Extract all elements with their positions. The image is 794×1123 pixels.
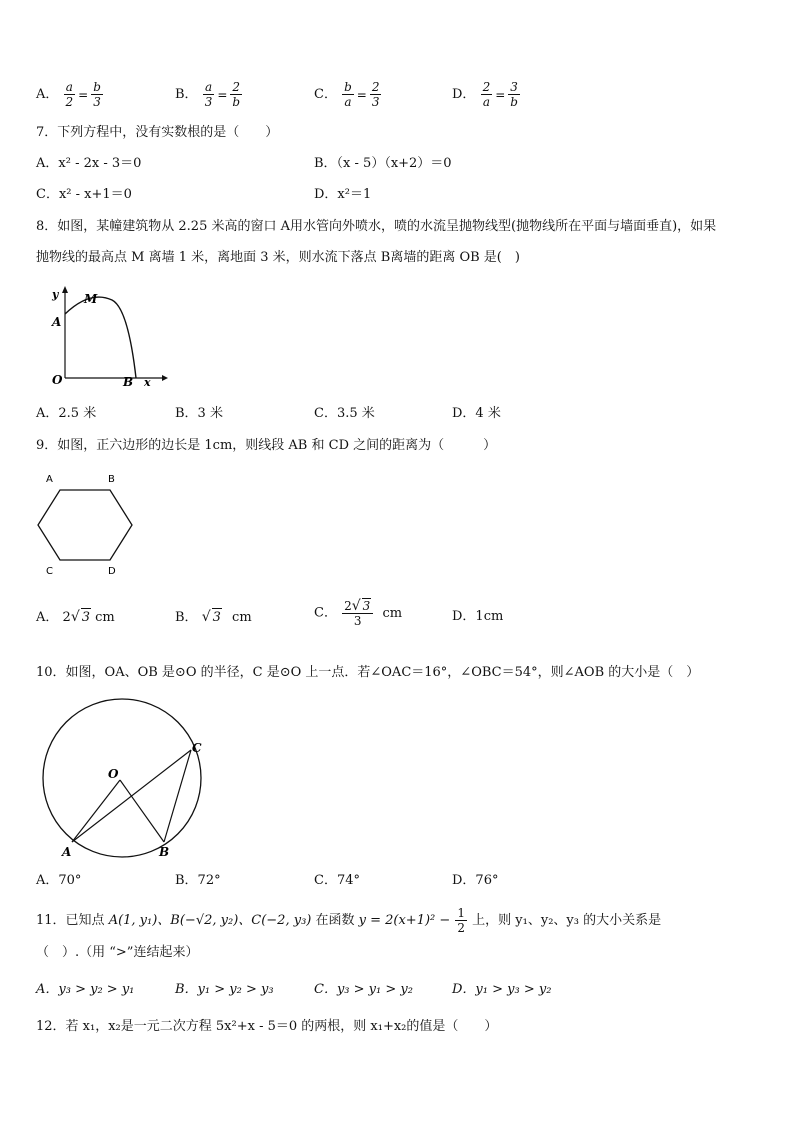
numerator: 2 (482, 80, 491, 94)
label-A: A (62, 845, 72, 859)
numerator: b (93, 80, 101, 94)
q7-option-c: C．x² - x+1＝0 (36, 187, 132, 202)
radical-icon: √ (201, 609, 211, 625)
label-x: x (144, 376, 151, 389)
equals-sign: = (217, 87, 228, 102)
q9-option-b (175, 608, 252, 627)
label-O: O (52, 373, 63, 387)
numerator (342, 598, 373, 614)
denominator: 3 (371, 95, 380, 109)
numerator: b (344, 80, 352, 94)
label-C: C (192, 741, 202, 755)
q9-hexagon-figure (34, 470, 134, 582)
fraction (370, 80, 382, 109)
segment-OB (120, 780, 164, 842)
q7-option-d: D．x²＝1 (314, 187, 372, 202)
unit: cm (382, 605, 403, 621)
fraction (342, 80, 354, 109)
q11-stem-line2: （ ）.（用 “>”连结起来） (36, 945, 199, 960)
q6-option-c (314, 80, 382, 109)
option-letter: D． (452, 87, 476, 102)
denominator: b (510, 95, 518, 109)
denominator: a (482, 95, 490, 109)
q11-option-b: B．y₁ > y₂ > y₃ (175, 982, 274, 997)
q6-option-a (36, 80, 104, 109)
label-O: O (108, 767, 119, 781)
q9-option-c (314, 598, 402, 628)
q11-option-c: C．y₃ > y₁ > y₂ (314, 982, 413, 997)
q11-option-d: D．y₁ > y₃ > y₂ (452, 982, 552, 997)
radicand: 3 (81, 610, 91, 625)
denominator: 2 (65, 95, 74, 109)
denominator: b (232, 95, 241, 109)
q8-option-a: A．2.5 米 (36, 406, 97, 421)
radicand: 3 (212, 610, 221, 625)
q11-mid: 在函数 (311, 913, 359, 928)
option-letter: B． (175, 610, 198, 625)
numerator: 2 (371, 80, 380, 94)
y-axis-arrow-icon (62, 286, 68, 293)
parabola-curve (65, 297, 136, 378)
unit: cm (232, 610, 252, 625)
q9-stem: 9．如图，正六边形的边长是 1cm，则线段 AB 和 CD 之间的距离为（ ） (36, 438, 497, 453)
equals-sign: = (495, 87, 506, 102)
q10-option-b: B．72° (175, 873, 221, 888)
q10-option-a: A．70° (36, 873, 82, 888)
fraction (508, 80, 520, 109)
unit: cm (95, 610, 115, 625)
label-y: y (52, 288, 59, 301)
label-A: A (46, 474, 53, 485)
q10-option-d: D．76° (452, 873, 499, 888)
option-letter: C． (314, 605, 337, 621)
q9-option-a (36, 608, 115, 627)
denominator: 2 (457, 921, 466, 935)
q6-option-b (175, 80, 243, 109)
label-A: A (52, 315, 62, 329)
q9-option-d: D．1cm (452, 609, 504, 624)
label-B: B (108, 474, 115, 485)
fraction (230, 80, 242, 109)
label-C: C (46, 566, 53, 577)
denominator: 3 (93, 95, 101, 109)
numerator: a (65, 80, 73, 94)
q8-option-d: D．4 米 (452, 406, 501, 421)
equals-sign: = (356, 87, 367, 102)
q11-option-a: A．y₃ > y₂ > y₁ (36, 982, 135, 997)
option-letter: A． (36, 610, 59, 625)
fraction (91, 80, 103, 109)
q11-function: y = 2(x+1)² − (358, 913, 455, 928)
label-D: D (108, 566, 116, 577)
segment-AC (72, 750, 191, 842)
coefficient: 2 (62, 610, 71, 625)
q8-parabola-figure (40, 282, 170, 392)
radicand: 3 (362, 599, 371, 613)
label-B: B (123, 375, 134, 389)
q10-circle-figure (36, 694, 216, 864)
hexagon (38, 490, 132, 560)
numerator: 3 (510, 80, 518, 94)
numerator: 1 (457, 906, 466, 920)
q7-stem: 7．下列方程中，没有实数根的是（ ） (36, 125, 279, 140)
option-letter: B． (175, 87, 198, 102)
fraction (203, 80, 215, 109)
option-letter: A． (36, 87, 59, 102)
q7-option-a: A．x² - 2x - 3＝0 (36, 156, 142, 171)
q6-option-d (452, 80, 521, 109)
denominator: 3 (353, 614, 362, 628)
circle-O (43, 699, 201, 857)
denominator: 3 (204, 95, 213, 109)
q11-suffix: 上，则 y₁、y₂、y₃ 的大小关系是 (468, 913, 662, 928)
q11-points: A(1, y₁)、B(−√2, y₂)、C(−2, y₃) (108, 913, 312, 928)
q8-option-c: C．3.5 米 (314, 406, 375, 421)
q8-stem-line1: 8．如图，某幢建筑物从 2.25 米高的窗口 A用水管向外喷水，喷的水流呈抛物线型(抛物线所在平面与墙面垂直)，如果 (36, 219, 717, 234)
numerator: a (204, 80, 213, 94)
radical-icon: √ (351, 598, 361, 614)
q11-stem-line1 (36, 906, 661, 935)
denominator: a (344, 95, 352, 109)
q10-option-c: C．74° (314, 873, 360, 888)
q7-option-b: B．（x - 5）（x+2）＝0 (314, 156, 452, 171)
q12-stem: 12．若 x₁，x₂是一元二次方程 5x²+x - 5＝0 的两根，则 x₁+x₂的值是（ ） (36, 1019, 498, 1034)
fraction (64, 80, 76, 109)
q11-prefix: 11．已知点 (36, 913, 109, 928)
q8-option-b: B．3 米 (175, 406, 223, 421)
fraction (455, 906, 467, 935)
q8-stem-line2: 抛物线的最高点 M 离墙 1 米，离地面 3 米，则水流下落点 B离墙的距离 OB 是( ) (36, 250, 520, 265)
option-letter: C． (314, 87, 337, 102)
equals-sign: = (78, 87, 89, 102)
radical-icon: √ (70, 609, 80, 625)
numerator: 2 (232, 80, 241, 94)
q10-stem: 10．如图，OA、OB 是⊙O 的半径，C 是⊙O 上一点．若∠OAC＝16°，∠OBC＝54°，则∠AOB 的大小是（ ） (36, 665, 700, 680)
fraction (342, 598, 373, 628)
coefficient: 2 (344, 599, 352, 613)
segment-BC (164, 750, 191, 842)
x-axis-arrow-icon (162, 375, 168, 381)
fraction (481, 80, 493, 109)
label-B: B (159, 845, 170, 859)
label-M: M (84, 292, 98, 306)
